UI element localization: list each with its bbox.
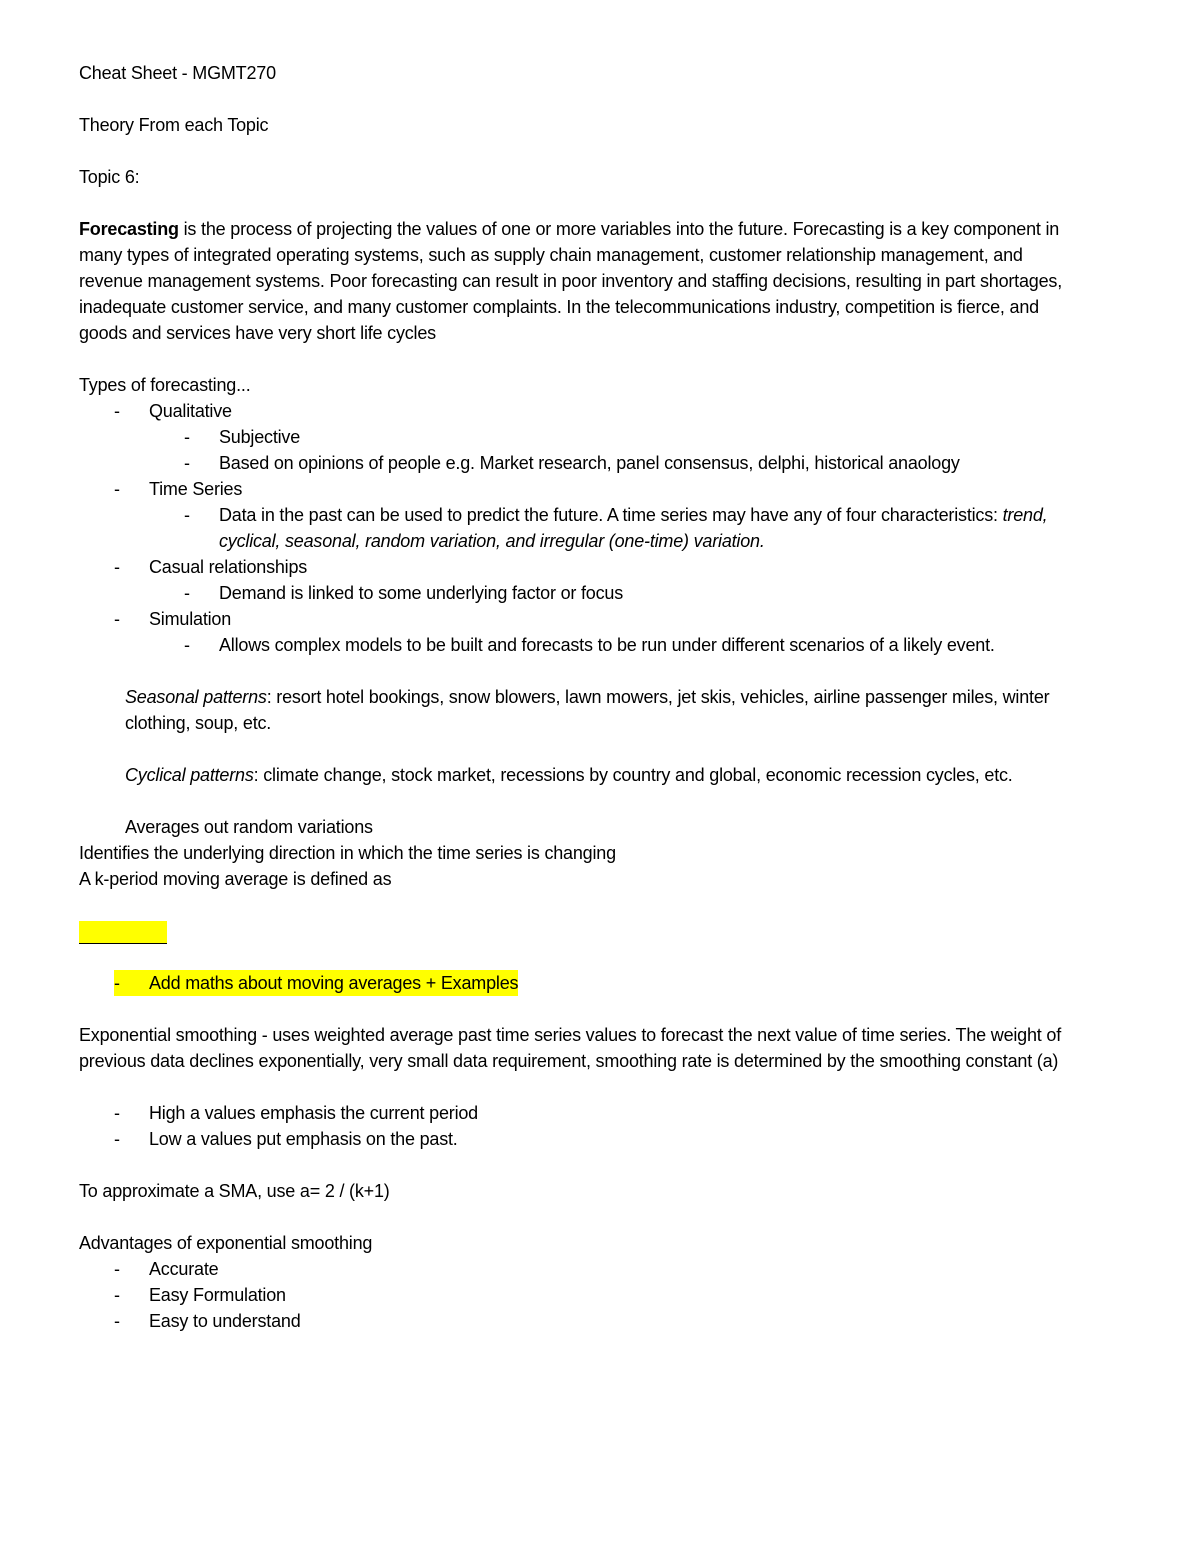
dash-bullet: -	[114, 1311, 120, 1331]
doc-title: Cheat Sheet - MGMT270	[79, 63, 276, 83]
list-item-qualitative	[79, 398, 1079, 476]
exp-smoothing-paragraph: Exponential smoothing - uses weighted average past time series values to forecast the next value of time series. The weight of previous data declines exponentially, very small data requirement, smoothing rate is determined by the smoothing constant (a)	[79, 1025, 1062, 1071]
sub-item	[149, 450, 1079, 476]
sub-item-text: Allows complex models to be built and forecasts to be run under different scenarios of a likely event.	[219, 635, 995, 655]
doc-subtitle: Theory From each Topic	[79, 115, 269, 135]
seasonal-text: : resort hotel bookings, snow blowers, lawn mowers, jet skis, vehicles, airline passenger miles, winter clothing, soup, etc.	[125, 687, 1050, 733]
sub-list	[149, 632, 1079, 658]
dash-bullet: -	[114, 401, 120, 421]
moving-avg-line3: A k-period moving average is defined as	[79, 869, 392, 889]
sub-list	[149, 502, 1079, 554]
list-item	[79, 1100, 1079, 1126]
item-label: Simulation	[149, 609, 232, 629]
dash-bullet: -	[184, 427, 190, 447]
intro-bold-term: Forecasting	[79, 219, 179, 239]
item-label: Casual relationships	[149, 557, 308, 577]
topic-heading: Topic 6:	[79, 167, 140, 187]
dash-bullet: -	[114, 557, 120, 577]
highlighted-blank	[79, 921, 167, 944]
sma-formula: To approximate a SMA, use a= 2 / (k+1)	[79, 1181, 390, 1201]
item-label: Qualitative	[149, 401, 232, 421]
document-page	[79, 60, 1079, 1334]
dash-bullet: -	[114, 1259, 120, 1279]
todo-text: Add maths about moving averages + Examples	[149, 973, 519, 993]
advantages-list	[79, 1256, 1079, 1334]
exp-smoothing-list	[79, 1100, 1079, 1152]
list-item-simulation	[79, 606, 1079, 658]
list-item	[79, 1126, 1079, 1152]
dash-bullet: -	[114, 479, 120, 499]
dash-bullet: -	[184, 453, 190, 473]
list-item-text: Accurate	[149, 1259, 219, 1279]
seasonal-label: Seasonal patterns	[125, 687, 267, 707]
list-item-text: Easy Formulation	[149, 1285, 286, 1305]
intro-text: is the process of projecting the values of one or more variables into the future. Forecasting is a key component in many types of integrated operating systems, such as supply chain management, customer relationship management, and revenue management systems. Poor forecasting can result in poor inventory and staffing decisions, resulting in part shortages, inadequate customer service, and many customer complaints. In the telecommunications industry, competition is fierce, and goods and services have very short life cycles	[79, 219, 1063, 343]
list-item	[79, 1308, 1079, 1334]
list-item-casual	[79, 554, 1079, 606]
sub-item	[149, 424, 1079, 450]
highlight-placeholder	[79, 918, 1079, 944]
dash-bullet: -	[114, 1285, 120, 1305]
list-item-text: Low a values put emphasis on the past.	[149, 1129, 458, 1149]
list-item-text: High a values emphasis the current period	[149, 1103, 478, 1123]
list-item	[79, 1256, 1079, 1282]
advantages-heading: Advantages of exponential smoothing	[79, 1233, 373, 1253]
dash-bullet: -	[114, 609, 120, 629]
list-item-time-series	[79, 476, 1079, 554]
todo-note	[79, 970, 1079, 996]
moving-avg-line2: Identifies the underlying direction in which the time series is changing	[79, 843, 616, 863]
dash-bullet: -	[184, 505, 190, 525]
sub-item-text: Data in the past can be used to predict the future. A time series may have any of four characteristics:	[219, 505, 1003, 525]
cyclical-label: Cyclical patterns	[125, 765, 254, 785]
dash-bullet: -	[114, 1103, 120, 1123]
types-heading: Types of forecasting...	[79, 375, 251, 395]
dash-bullet: -	[114, 1129, 120, 1149]
sub-item-text: Subjective	[219, 427, 301, 447]
cyclical-text: : climate change, stock market, recessions by country and global, economic recession cycles, etc.	[253, 765, 1013, 785]
sub-item-text: Based on opinions of people e.g. Market research, panel consensus, delphi, historical anaology	[219, 453, 960, 473]
intro-paragraph	[79, 216, 1079, 346]
dash-bullet: -	[184, 635, 190, 655]
types-list	[79, 398, 1079, 658]
sub-list	[149, 424, 1079, 476]
todo-highlight	[114, 970, 518, 996]
cyclical-patterns	[79, 762, 1079, 788]
dash-bullet: -	[114, 973, 120, 993]
list-item	[79, 1282, 1079, 1308]
moving-avg-line1: Averages out random variations	[125, 817, 373, 837]
item-label: Time Series	[149, 479, 243, 499]
list-item-text: Easy to understand	[149, 1311, 301, 1331]
sub-item-italic: trend, cyclical, seasonal, random variation, and irregular (one-time) variation.	[219, 505, 1048, 551]
dash-bullet: -	[184, 583, 190, 603]
sub-item	[149, 502, 1079, 554]
sub-item	[149, 632, 1079, 658]
sub-list	[149, 580, 1079, 606]
seasonal-patterns	[79, 684, 1079, 736]
sub-item	[149, 580, 1079, 606]
sub-item-text: Demand is linked to some underlying factor or focus	[219, 583, 624, 603]
